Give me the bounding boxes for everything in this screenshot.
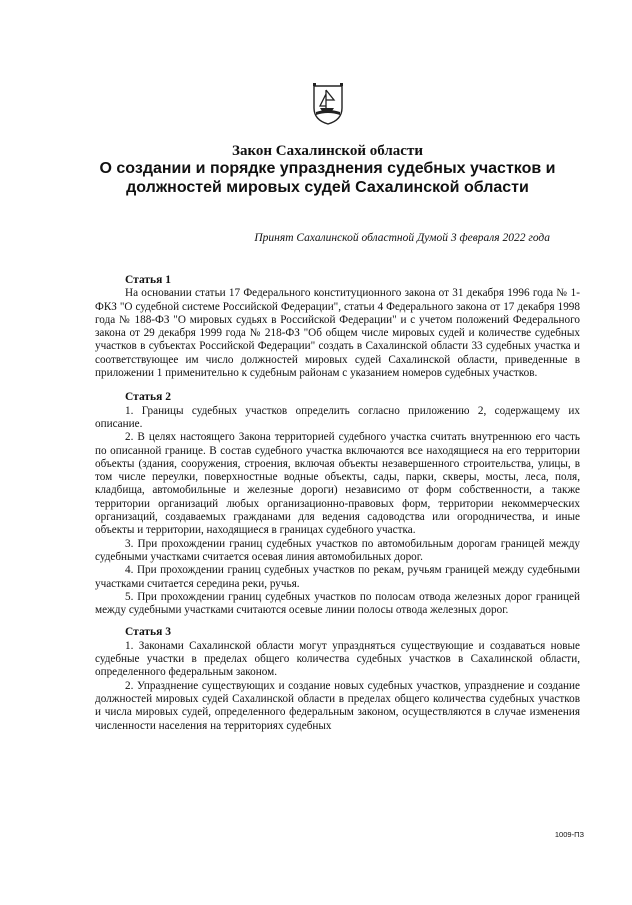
- article-2-paragraph-2: 2. В целях настоящего Закона территорией судебного участка считать внутреннюю его часть по описанной границе. В состав судебного участка включаются все находящиеся на его территории объекты (здания, сооружения, строения, включая объекты незавершенного строительства, улицы, в том числе переулки, поверхностные водные объекты, сады, парки, скверы, мосты, леса, поля, кладбища, автомобильные и железные дороги) независимо от форм собственности, а также территории организаций любых организационно-правовых форм, территории некоммерческих организаций, создаваемых гражданами для ведения садоводства или огородничества, и иные объекты и территории, находящиеся в границах судебного участка.: [95, 431, 580, 537]
- article-2-paragraph-4: 4. При прохождении границ судебных участков по рекам, ручьям границей между судебными участками считается середина реки, ручья.: [95, 564, 580, 590]
- article-2-paragraph-5: 5. При прохождении границ судебных участков по полосам отвода железных дорог границей между судебными участками считаются осевые линии полосы отвода железных дорог.: [95, 590, 580, 617]
- title-block: [95, 142, 560, 197]
- law-subject: О создании и порядке упразднения судебных участков и должностей мировых судей Сахалинской области: [99, 160, 556, 196]
- article-2-paragraph-3: 3. При прохождении границ судебных участков по автомобильным дорогам границей между судебными участками считается осевая линия автомобильных дорог.: [95, 537, 580, 563]
- article-3-paragraph-1: 1. Законами Сахалинской области могут упраздняться существующие и создаваться новые судебные участки в пределах общего количества судебных участков в Сахалинской области, определенного федеральным законом.: [95, 639, 580, 679]
- law-title: Закон Сахалинской области: [232, 143, 423, 159]
- article-1-heading: Статья 1: [125, 274, 171, 286]
- document-body: [95, 274, 580, 733]
- article-2-paragraph-1: 1. Границы судебных участков определить согласно приложению 2, содержащему их описание.: [95, 404, 580, 430]
- document-code: 1009-ПЗ: [554, 830, 584, 839]
- coat-of-arms-emblem: [312, 82, 344, 126]
- article-3-paragraph-2: 2. Упразднение существующих и создание новых судебных участков, упразднение и создание должностей мировых судей Сахалинской области в пределах общего количества судебных участков и числа мировых судей, определенного федеральным законом, осуществляются в случае изменения численности населения на территориях судебных: [95, 679, 580, 732]
- adoption-note: Принят Сахалинской областной Думой 3 февраля 2022 года: [254, 232, 550, 244]
- article-3-heading: Статья 3: [125, 626, 171, 639]
- article-1-paragraph: На основании статьи 17 Федерального конституционного закона от 31 декабря 1996 года № 1-ФКЗ "О судебной системе Российской Федерации", статьи 4 Федерального закона от 17 декабря 1998 года № 188-ФЗ "О мировых судьях в Российской Федерации" и с учетом положений Федерального закона от 29 декабря 1999 года № 218-ФЗ "Об общем числе мировых судей и количестве судебных участков в субъектах Российской Федерации" создать в Сахалинской области 33 судебных участка и соответствующее им число должностей мировых судей Сахалинской области, приведенные в приложении 1 применительно к судебным районам с указанием номеров судебных участков.: [95, 287, 580, 380]
- article-2-heading: Статья 2: [125, 391, 171, 404]
